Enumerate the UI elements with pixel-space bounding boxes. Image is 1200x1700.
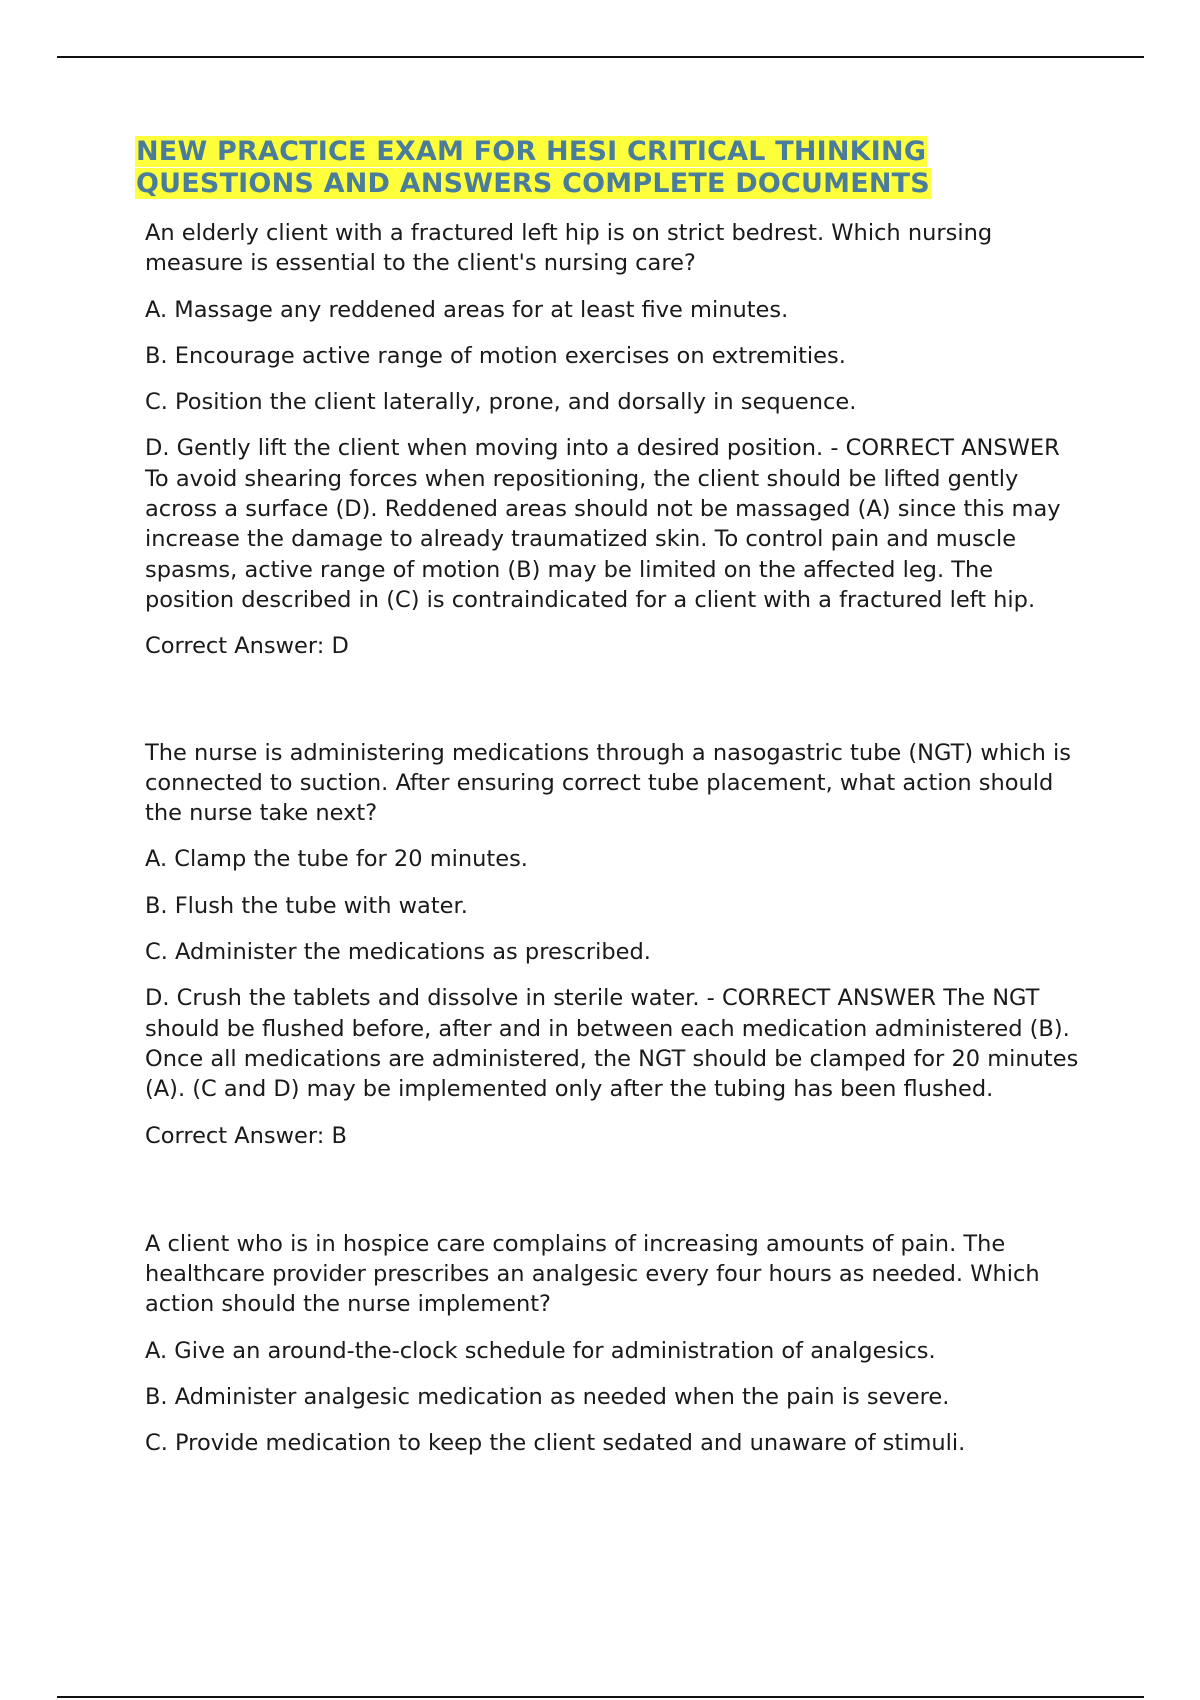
document-body	[145, 218, 1085, 1475]
option-b: B. Flush the tube with water.	[145, 892, 468, 919]
option-d-with-rationale: D. Gently lift the client when moving into a desired position. - CORRECT ANSWER To avoid shearing forces when repositioning, the client should be lifted gently across a surface (D). Reddened areas should not be massaged (A) since this may increase the damage to already traumatized skin. To control pain and muscle spasms, active range of motion (B) may be limited on the affected leg. The position described in (C) is contraindicated for a client with a fractured left hip.	[145, 435, 1061, 613]
bottom-rule	[57, 1696, 1144, 1698]
question-1	[145, 218, 1085, 662]
question-3	[145, 1229, 1085, 1459]
option-a: A. Clamp the tube for 20 minutes.	[145, 846, 528, 873]
question-stem: A client who is in hospice care complains of increasing amounts of pain. The healthcare provider prescribes an analgesic every four hours as needed. Which action should the nurse implement?	[145, 1230, 1040, 1318]
option-b: B. Encourage active range of motion exercises on extremities.	[145, 342, 846, 369]
option-a: A. Give an around-the-clock schedule for administration of analgesics.	[145, 1337, 936, 1364]
option-b: B. Administer analgesic medication as needed when the pain is severe.	[145, 1384, 950, 1411]
option-d-with-rationale: D. Crush the tablets and dissolve in sterile water. - CORRECT ANSWER The NGT should be flushed before, after and in between each medication administered (B). Once all medications are administered, the NGT should be clamped for 20 minutes (A). (C and D) may be implemented only after the tubing has been flushed.	[145, 985, 1079, 1103]
spacer	[145, 678, 1085, 738]
option-c: C. Provide medication to keep the client sedated and unaware of stimuli.	[145, 1430, 966, 1457]
spacer	[145, 1167, 1085, 1229]
option-c: C. Administer the medications as prescribed.	[145, 939, 651, 966]
correct-answer: Correct Answer: D	[145, 633, 349, 660]
question-stem: The nurse is administering medications through a nasogastric tube (NGT) which is connected to suction. After ensuring correct tube placement, what action should the nurse take next?	[145, 739, 1071, 827]
question-2	[145, 738, 1085, 1151]
document-title-line-1: NEW PRACTICE EXAM FOR HESI CRITICAL THINKING	[136, 136, 927, 167]
document-title	[135, 136, 1115, 200]
document-title-line-2: QUESTIONS AND ANSWERS COMPLETE DOCUMENTS	[136, 168, 930, 199]
top-rule	[57, 56, 1144, 58]
correct-answer: Correct Answer: B	[145, 1122, 347, 1149]
question-stem: An elderly client with a fractured left hip is on strict bedrest. Which nursing measure is essential to the client's nursing care?	[145, 220, 993, 277]
option-a: A. Massage any reddened areas for at least five minutes.	[145, 296, 789, 323]
option-c: C. Position the client laterally, prone, and dorsally in sequence.	[145, 389, 857, 416]
